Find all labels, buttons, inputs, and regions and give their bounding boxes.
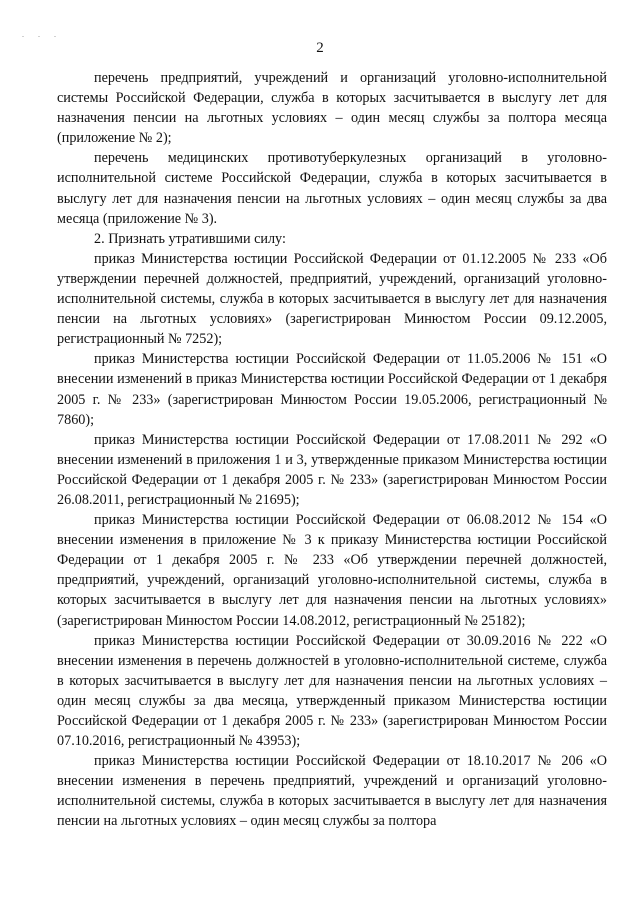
paragraph-order-292: приказ Министерства юстиции Российской Федерации от 17.08.2011 № 292 «О внесении изменений в приложения 1 и 3, утвержденные приказом Министерства юстиции Российской Федерации от 1 декабря 2005 г. № 233» (зарегистрирован Минюстом России 26.08.2011, регистрационный № 21695); [57,431,607,508]
paragraph-appendix-3: перечень медицинских противотуберкулезных организаций в уголовно-исполнительной системе Российской Федерации, служба в которых засчитывается в выслугу лет для назначения пенсии на льготных условиях – один месяц службы за два месяца (приложение № 3). [57,150,607,227]
scan-specks: . . . [22,30,62,39]
paragraph-order-206: приказ Министерства юстиции Российской Федерации от 18.10.2017 № 206 «О внесении изменения в перечень предприятий, учреждений и организаций уголовно-исполнительной системы, служба в которых засчитывается в выслугу лет для назначения пенсии на льготных условиях – один месяц службы за полтора [57,753,607,830]
paragraph-order-151: приказ Министерства юстиции Российской Федерации от 11.05.2006 № 151 «О внесении изменений в приказ Министерства юстиции Российской Федерации от 1 декабря 2005 г. № 233» (зарегистрирован Минюстом России 19.05.2006, регистрационный № 7860); [57,351,607,428]
page-number: 2 [316,40,324,56]
paragraph-appendix-2: перечень предприятий, учреждений и организаций уголовно-исполнительной системы Российской Федерации, служба в которых засчитывается в выслугу лет для назначения пенсии на льготных условиях – один месяц службы за полтора месяца (приложение № 2); [57,70,607,147]
paragraph-order-233: приказ Министерства юстиции Российской Федерации от 01.12.2005 № 233 «Об утверждении перечней должностей, предприятий, учреждений, организаций уголовно-исполнительной системы, служба в которых засчитывается в выслугу лет для назначения пенсии на льготных условиях» (зарегистрирован Минюстом России 09.12.2005, регистрационный № 7252); [57,250,607,348]
paragraph-order-222: приказ Министерства юстиции Российской Федерации от 30.09.2016 № 222 «О внесении изменения в перечень должностей в уголовно-исполнительной системе, служба в которых засчитывается в выслугу лет для назначения пенсии на льготных условиях – один месяц службы за два месяца, утвержденный приказом Министерства юстиции Российской Федерации от 1 декабря 2005 г. № 233» (зарегистрирован Минюстом России 07.10.2016, регистрационный № 43953); [57,632,607,750]
paragraph-repeal-heading: 2. Признать утратившими силу: [94,230,286,247]
document-body [57,68,607,832]
paragraph-order-154: приказ Министерства юстиции Российской Федерации от 06.08.2012 № 154 «О внесении изменения в приложение № 3 к приказу Министерства юстиции Российской Федерации от 1 декабря 2005 г. № 233 «Об утверждении перечней должностей, предприятий, учреждений, организаций уголовно-исполнительной системы, служба в которых засчитывается в выслугу лет для назначения пенсии на льготных условиях» (зарегистрирован Минюстом России 14.08.2012, регистрационный № 25182); [57,512,607,629]
